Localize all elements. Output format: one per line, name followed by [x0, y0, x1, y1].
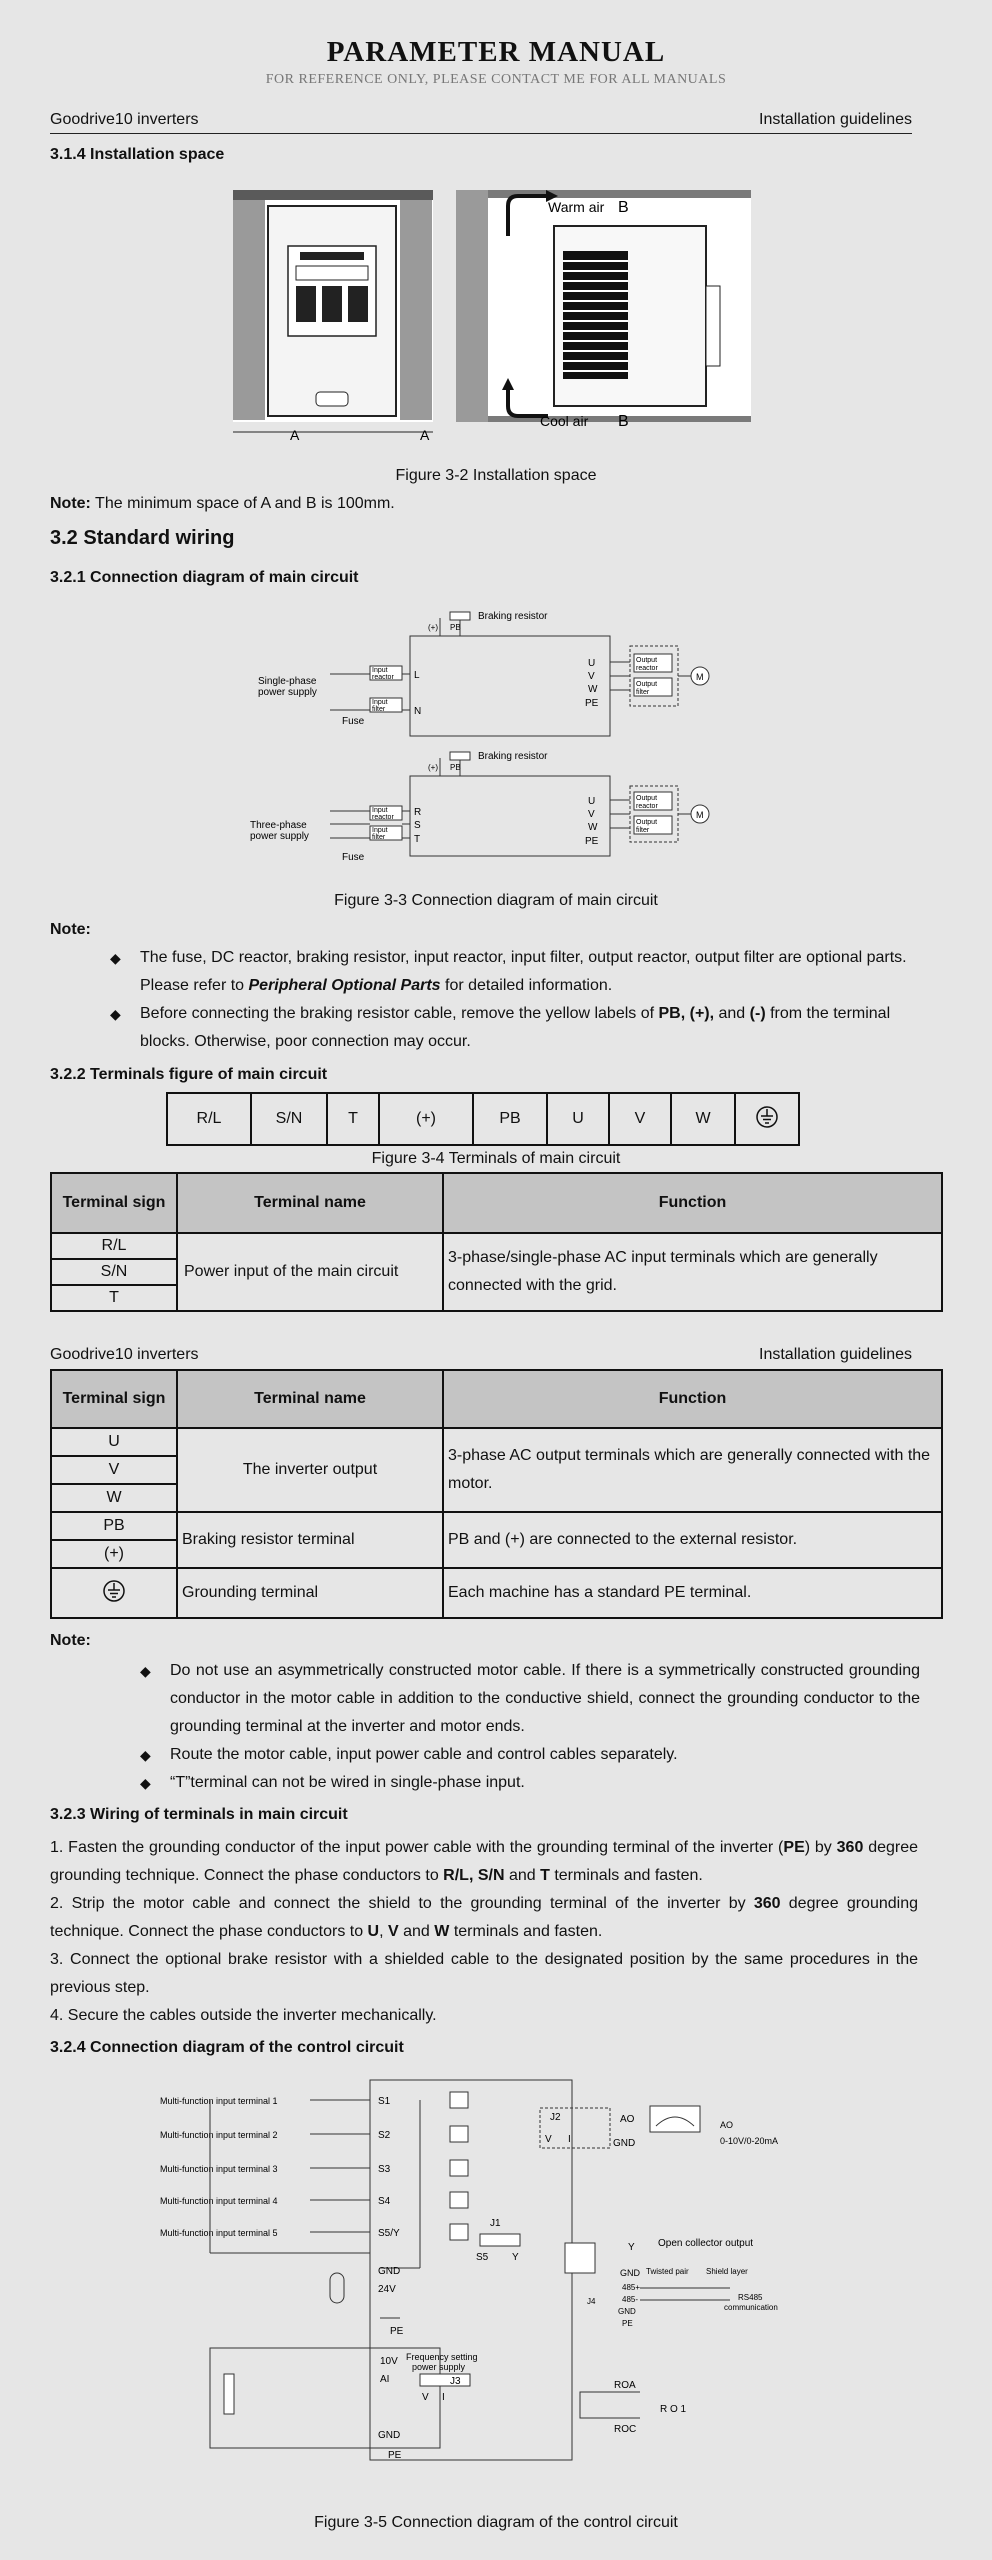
- note-main-label: Note:: [50, 921, 91, 938]
- svg-text:J4: J4: [587, 2297, 596, 2306]
- table-cell: 3-phase/single-phase AC input terminals which are generally connected with the grid.: [443, 1233, 942, 1311]
- svg-text:(+): (+): [428, 763, 438, 772]
- svg-text:10V: 10V: [380, 2356, 398, 2367]
- svg-text:PE: PE: [390, 2326, 404, 2337]
- banner-title: PARAMETER MANUAL: [326, 36, 666, 68]
- col-terminal-name: Terminal name: [177, 1173, 443, 1233]
- col-function: Function: [443, 1173, 942, 1233]
- svg-text:communication: communication: [724, 2303, 778, 2312]
- warm-air-label: Warm air: [548, 199, 605, 215]
- svg-text:S4: S4: [378, 2196, 391, 2207]
- svg-text:reactor: reactor: [372, 674, 394, 681]
- wiring-paragraph-2: 2. Strip the motor cable and connect the shield to the grounding terminal of the inverter by 360 degree grounding technique. Connect the phase conductors to U, V and W terminals and fasten.: [50, 1895, 919, 1940]
- single-phase-label-1: Single-phase: [258, 676, 317, 687]
- svg-text:Input: Input: [372, 807, 388, 814]
- table-cell: (+): [51, 1540, 177, 1568]
- table-cell: Power input of the main circuit: [177, 1233, 443, 1311]
- note-label: Note:: [50, 495, 91, 512]
- svg-text:Input: Input: [372, 827, 388, 834]
- svg-text:filter: filter: [636, 689, 650, 696]
- bullet-diamond-icon: ◆: [140, 1747, 151, 1763]
- table-cell: T: [51, 1285, 177, 1311]
- label-a-left: A: [290, 427, 300, 443]
- figure-3-2-caption: Figure 3-2 Installation space: [395, 467, 597, 484]
- figure-3-3-caption: Figure 3-3 Connection diagram of main circuit: [334, 892, 658, 909]
- svg-text:S5/Y: S5/Y: [378, 2228, 400, 2239]
- svg-text:ROA: ROA: [614, 2380, 636, 2391]
- svg-text:S2: S2: [378, 2130, 391, 2141]
- svg-text:V: V: [545, 2134, 552, 2145]
- table-cell: Braking resistor terminal: [177, 1512, 443, 1568]
- page-header-right-2: Installation guidelines: [759, 1346, 912, 1363]
- svg-text:AI: AI: [380, 2374, 390, 2385]
- svg-text:W: W: [588, 822, 598, 833]
- label-b-top: B: [618, 199, 629, 216]
- svg-text:Multi-function input terminal: Multi-function input terminal 5: [160, 2228, 278, 2238]
- terminal-sn: S/N: [251, 1093, 327, 1145]
- svg-text:I: I: [442, 2392, 445, 2403]
- terminal-v: V: [609, 1093, 671, 1145]
- svg-text:W: W: [588, 684, 598, 695]
- bullet-diamond-icon: ◆: [110, 950, 121, 966]
- table-cell: W: [51, 1484, 177, 1512]
- note-main-bullet-1: ◆ The fuse, DC reactor, braking resistor, input reactor, input filter, output reactor, output filter are optional parts. Please refer to Peripheral Optional Parts for detailed information.: [140, 944, 930, 1000]
- wiring-paragraph-1: 1. Fasten the grounding conductor of the input power cable with the grounding terminal of the inverter (PE) by 360 degree grounding technique. Connect the phase conductors to R/L, S/N and T terminals and fasten.: [50, 1839, 919, 1884]
- braking-resistor-label-1: Braking resistor: [478, 611, 548, 622]
- svg-text:485+: 485+: [622, 2283, 641, 2292]
- svg-text:Fuse: Fuse: [342, 852, 365, 863]
- figure-3-5-caption: Figure 3-5 Connection diagram of the control circuit: [314, 2514, 678, 2531]
- table-cell: PB and (+) are connected to the external resistor.: [443, 1512, 942, 1568]
- svg-text:Output: Output: [636, 795, 658, 802]
- table-cell: V: [51, 1456, 177, 1484]
- terminal-rl: R/L: [167, 1093, 251, 1145]
- svg-text:reactor: reactor: [636, 665, 658, 672]
- svg-text:Y: Y: [512, 2252, 519, 2263]
- bullet-diamond-icon: ◆: [110, 1006, 121, 1022]
- svg-text:Twisted pair: Twisted pair: [646, 2267, 689, 2276]
- section-heading-3-2-2: 3.2.2 Terminals figure of main circuit: [50, 1066, 328, 1083]
- note-main-bullet-2: ◆ Before connecting the braking resistor cable, remove the yellow labels of PB, (+), and (-) from the terminal blocks. Otherwise, poor connection may occur.: [140, 1000, 930, 1056]
- svg-text:S: S: [414, 820, 421, 831]
- svg-text:filter: filter: [636, 827, 650, 834]
- svg-text:GND: GND: [618, 2307, 636, 2316]
- note-text: The minimum space of A and B is 100mm.: [90, 495, 395, 512]
- svg-text:V: V: [422, 2392, 429, 2403]
- cool-air-label: Cool air: [540, 413, 589, 429]
- terminal-strip: [166, 1092, 800, 1146]
- svg-text:AO: AO: [720, 2120, 734, 2130]
- svg-text:Output: Output: [636, 819, 658, 826]
- note-cable-bullet-1: ◆ Do not use an asymmetrically constructed motor cable. If there is a symmetrically constructed grounding conductor in the motor cable in addition to the conductive shield, connect the grounding conductor to the grounding terminal at the inverter and motor ends.: [170, 1657, 920, 1741]
- col-terminal-sign: Terminal sign: [51, 1370, 177, 1428]
- table-cell: Each machine has a standard PE terminal.: [443, 1568, 942, 1618]
- svg-text:RS485: RS485: [738, 2293, 763, 2302]
- svg-text:Multi-function input terminal: Multi-function input terminal 3: [160, 2164, 278, 2174]
- svg-text:AO: AO: [620, 2114, 635, 2125]
- table-cell: PB: [51, 1512, 177, 1540]
- svg-text:L: L: [414, 670, 420, 681]
- svg-text:J3: J3: [450, 2376, 461, 2387]
- svg-text:R: R: [414, 807, 422, 818]
- svg-text:PE: PE: [585, 836, 599, 847]
- svg-text:M: M: [696, 672, 704, 682]
- svg-text:PB: PB: [450, 763, 461, 772]
- terminal-w: W: [671, 1093, 735, 1145]
- ground-icon: [735, 1093, 799, 1145]
- bullet-diamond-icon: ◆: [140, 1663, 151, 1679]
- header-rule: [50, 133, 912, 134]
- terminal-table-2: [50, 1369, 943, 1619]
- svg-text:U: U: [588, 796, 596, 807]
- terminal-table-1: [50, 1172, 943, 1312]
- svg-text:Output: Output: [636, 681, 658, 688]
- table-cell: 3-phase AC output terminals which are generally connected with the motor.: [443, 1428, 942, 1512]
- svg-text:N: N: [414, 706, 422, 717]
- svg-text:GND: GND: [620, 2268, 640, 2278]
- wiring-paragraph-3: 3. Connect the optional brake resistor with a shielded cable to the designated position by the same procedures in the previous step.: [50, 1951, 918, 1996]
- svg-text:GND: GND: [378, 2430, 401, 2441]
- svg-text:Output: Output: [636, 657, 658, 664]
- section-heading-3-2: 3.2 Standard wiring: [50, 527, 235, 549]
- svg-text:filter: filter: [372, 834, 386, 841]
- svg-text:U: U: [588, 658, 596, 669]
- note-cable-label: Note:: [50, 1632, 91, 1649]
- table-cell: The inverter output: [177, 1428, 443, 1512]
- col-function: Function: [443, 1370, 942, 1428]
- svg-text:J2: J2: [550, 2112, 561, 2123]
- note-cable-bullet-2: ◆ Route the motor cable, input power cable and control cables separately.: [170, 1741, 920, 1769]
- svg-text:I: I: [568, 2134, 571, 2145]
- svg-text:filter: filter: [372, 706, 386, 713]
- terminal-pb: PB: [473, 1093, 547, 1145]
- svg-text:Frequency setting: Frequency setting: [406, 2352, 478, 2362]
- page-header-left: Goodrive10 inverters: [50, 111, 199, 128]
- table-cell: R/L: [51, 1233, 177, 1259]
- svg-text:PE: PE: [622, 2319, 633, 2328]
- svg-text:Shield layer: Shield layer: [706, 2267, 748, 2276]
- col-terminal-sign: Terminal sign: [51, 1173, 177, 1233]
- svg-text:V: V: [588, 809, 595, 820]
- svg-text:PE: PE: [585, 698, 599, 709]
- section-heading-3-1-4: 3.1.4 Installation space: [50, 146, 225, 163]
- page-header-left-2: Goodrive10 inverters: [50, 1346, 199, 1363]
- braking-resistor-label-2: Braking resistor: [478, 751, 548, 762]
- svg-text:M: M: [696, 810, 704, 820]
- banner-subtitle: FOR REFERENCE ONLY, PLEASE CONTACT ME FOR ALL MANUALS: [265, 72, 727, 87]
- terminal-plus: (+): [379, 1093, 473, 1145]
- three-phase-label-1: Three-phase: [250, 820, 307, 831]
- svg-text:PB: PB: [450, 623, 461, 632]
- svg-text:Multi-function input terminal: Multi-function input terminal 2: [160, 2130, 278, 2140]
- svg-text:PE: PE: [388, 2450, 402, 2461]
- svg-text:Fuse: Fuse: [342, 716, 365, 727]
- label-a-right: A: [420, 427, 430, 443]
- main-circuit-diagram: [250, 606, 710, 866]
- svg-text:Multi-function input terminal: Multi-function input terminal 4: [160, 2196, 278, 2206]
- svg-text:GND: GND: [378, 2266, 401, 2277]
- svg-text:V: V: [588, 671, 595, 682]
- single-phase-label-2: power supply: [258, 687, 317, 698]
- three-phase-label-2: power supply: [250, 831, 309, 842]
- table-cell: U: [51, 1428, 177, 1456]
- figure-3-4-caption: Figure 3-4 Terminals of main circuit: [371, 1150, 621, 1167]
- section-heading-3-2-4: 3.2.4 Connection diagram of the control circuit: [50, 2039, 404, 2056]
- note-cable-bullet-3: ◆ “T”terminal can not be wired in single-phase input.: [170, 1769, 920, 1797]
- right-wall: [400, 190, 432, 420]
- installation-space-figure: [228, 176, 758, 456]
- table-cell: Grounding terminal: [177, 1568, 443, 1618]
- svg-text:Y: Y: [628, 2242, 635, 2253]
- svg-text:S3: S3: [378, 2164, 391, 2175]
- svg-text:GND: GND: [613, 2138, 636, 2149]
- page-header-right: Installation guidelines: [759, 111, 912, 128]
- svg-text:T: T: [414, 834, 421, 845]
- control-circuit-diagram: [150, 2078, 810, 2468]
- bullet-diamond-icon: ◆: [140, 1775, 151, 1791]
- svg-text:Input: Input: [372, 667, 388, 674]
- note-space: [50, 490, 395, 518]
- svg-text:power supply: power supply: [412, 2362, 466, 2372]
- svg-text:0-10V/0-20mA: 0-10V/0-20mA: [720, 2136, 779, 2146]
- svg-text:485-: 485-: [622, 2295, 639, 2304]
- svg-text:Input: Input: [372, 699, 388, 706]
- svg-text:Multi-function input terminal: Multi-function input terminal 1: [160, 2096, 278, 2106]
- svg-text:(+): (+): [428, 623, 438, 632]
- col-terminal-name: Terminal name: [177, 1370, 443, 1428]
- svg-text:reactor: reactor: [372, 814, 394, 821]
- svg-text:reactor: reactor: [636, 803, 658, 810]
- svg-text:24V: 24V: [378, 2284, 396, 2295]
- svg-text:S1: S1: [378, 2096, 391, 2107]
- section-heading-3-2-1: 3.2.1 Connection diagram of main circuit: [50, 569, 359, 586]
- label-b-bottom: B: [618, 413, 629, 430]
- section-heading-3-2-3: 3.2.3 Wiring of terminals in main circuit: [50, 1806, 348, 1823]
- terminal-t: T: [327, 1093, 379, 1145]
- svg-text:S5: S5: [476, 2252, 489, 2263]
- left-wall: [233, 190, 265, 420]
- svg-text:R O 1: R O 1: [660, 2404, 687, 2415]
- svg-text:J1: J1: [490, 2218, 501, 2229]
- svg-text:ROC: ROC: [614, 2424, 637, 2435]
- table-cell: S/N: [51, 1259, 177, 1285]
- open-collector-label: Open collector output: [658, 2238, 754, 2249]
- terminal-u: U: [547, 1093, 609, 1145]
- ground-icon: [51, 1568, 177, 1618]
- wiring-paragraph-4: 4. Secure the cables outside the inverter mechanically.: [50, 2007, 437, 2024]
